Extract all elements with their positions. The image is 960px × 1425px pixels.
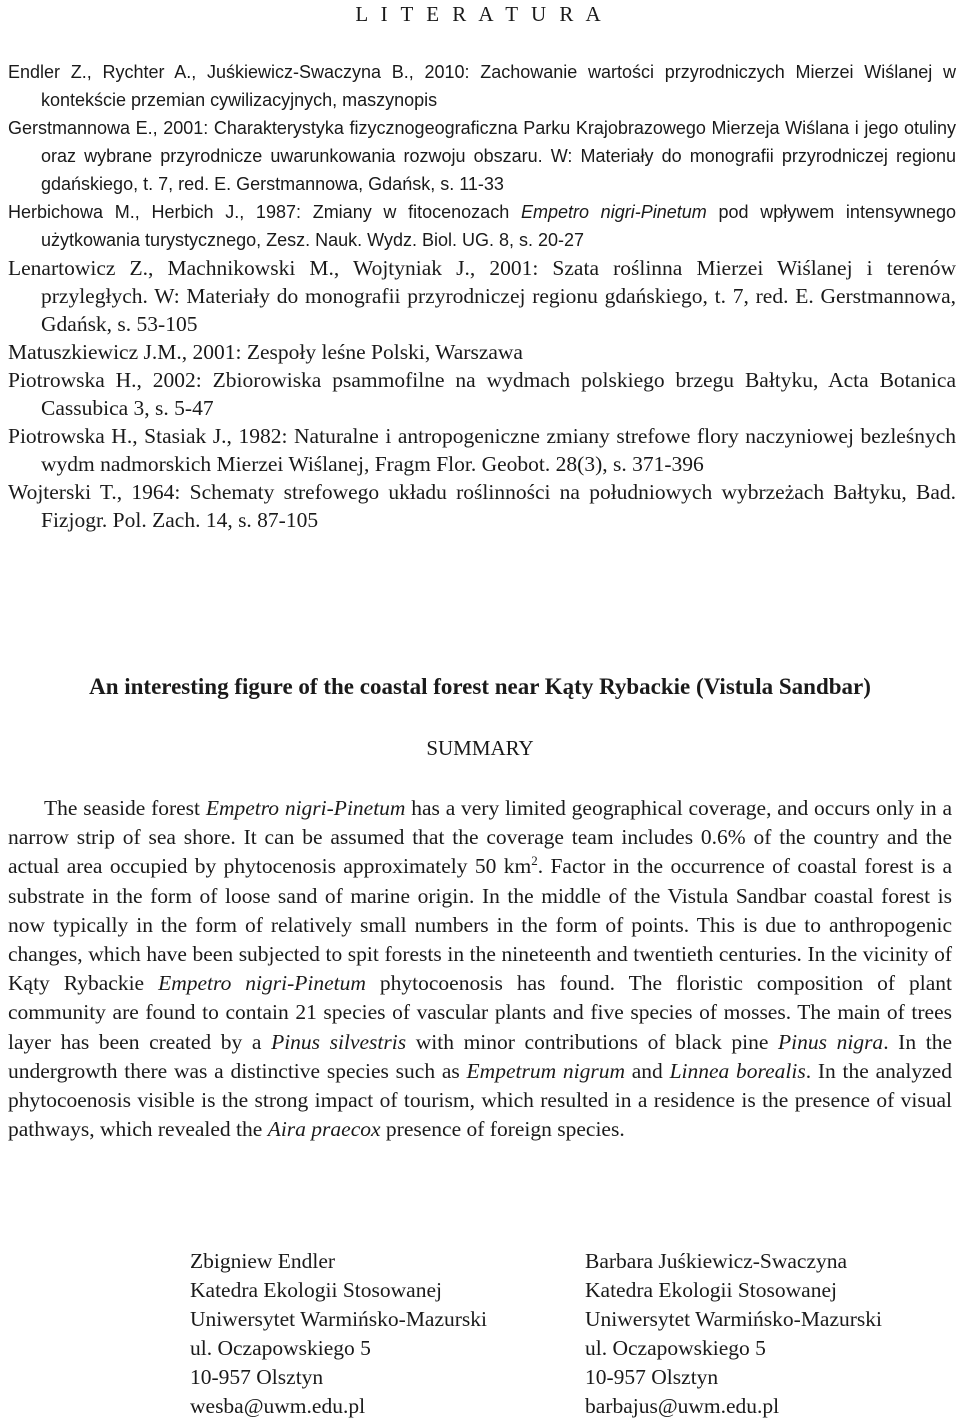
species-name: Aira praecox <box>267 1117 381 1142</box>
reference-entry <box>8 422 956 478</box>
summary-text-run: with minor contributions of black pine <box>406 1029 778 1054</box>
reference-entry <box>8 478 956 534</box>
species-name: Empetro nigri-Pinetum <box>205 796 406 820</box>
reference-text-run: Piotrowska H., Stasiak J., 1982: Naturalne i antropogeniczne zmiany strefowe flory naczyniowej bezleśnych wydm nadmorskich Mierzei Wiślanej, Fragm Flor. Geobot. 28(3), s. 371-396 <box>8 424 956 476</box>
author-department: Katedra Ekologii Stosowanej <box>585 1278 837 1302</box>
author-city: 10-957 Olsztyn <box>585 1365 719 1389</box>
summary-text-run: . In the undergrowth there was a distinctive species such as <box>8 1029 952 1083</box>
reference-entry <box>8 198 956 254</box>
reference-entry <box>8 58 956 114</box>
author-email[interactable]: wesba@uwm.edu.pl <box>190 1394 366 1418</box>
author-block-endler <box>190 1247 487 1421</box>
author-university: Uniwersytet Warmińsko-Mazurski <box>190 1307 488 1331</box>
summary-text-run: has a very limited geographical coverage, and occurs only in a narrow strip of sea shore. It can be assumed that the coverage team includes 0.6% of the country and the actual area occupied by phytocenosis approximately 50 km <box>8 796 952 879</box>
summary-paragraph <box>8 794 952 1144</box>
species-name: Linnea borealis <box>669 1058 806 1083</box>
author-department: Katedra Ekologii Stosowanej <box>190 1278 442 1302</box>
reference-entry <box>8 338 956 366</box>
reference-text-run: Matuszkiewicz J.M., 2001: Zespoły leśne Polski, Warszawa <box>8 340 523 364</box>
literature-heading: L I T E R A T U R A <box>355 2 605 26</box>
reference-entry <box>8 366 956 422</box>
species-name: Empetrum nigrum <box>466 1058 625 1083</box>
summary-heading: SUMMARY <box>426 736 534 760</box>
reference-text-run: Herbichowa M., Herbich J., 1987: Zmiany w fitocenozach <box>8 202 521 222</box>
summary-text-run: phytocoenosis has found. The floristic composition of plant community are found to contain 21 species of vascular plants and five species of mosses. The main of trees layer has been created by a <box>8 971 953 1054</box>
summary-text-run: presence of foreign species. <box>380 1117 625 1142</box>
species-name: Pinus silvestris <box>271 1029 407 1054</box>
reference-text-run: pod wpływem intensywnego użytkowania turystycznego, Zesz. Nauk. Wydz. Biol. UG. 8, s. 20-27 <box>41 202 957 250</box>
summary-text-run: The seaside forest <box>44 796 206 820</box>
summary-text-run: . In the analyzed phytocoenosis visible is the strong impact of tourism, which resulted in a residence is the presence of visual pathways, which revealed the <box>8 1058 952 1142</box>
species-name: Pinus nigra <box>778 1029 884 1054</box>
reference-entry <box>8 114 956 198</box>
author-block-juskiewicz-swaczyna <box>585 1247 882 1421</box>
author-name: Zbigniew Endler <box>190 1249 336 1273</box>
species-name: Empetro nigri-Pinetum <box>158 971 366 996</box>
reference-text-run: Wojterski T., 1964: Schematy strefowego układu roślinności na południowych wybrzeżach Bałtyku, Bad. Fizjogr. Pol. Zach. 14, s. 87-105 <box>8 480 956 532</box>
reference-text-run: Lenartowicz Z., Machnikowski M., Wojtyniak J., 2001: Szata roślinna Mierzei Wiślanej i terenów przyległych. W: Materiały do monografii przyrodniczej regionu gdańskiego, t. 7, red. E. Gerstmannowa, Gdańsk, s. 53-105 <box>8 256 956 336</box>
summary-text-run: . Factor in the occurrence of coastal forest is a substrate in the form of loose sand of marine origin. In the middle of the Vistula Sandbar coastal forest is now typically in the form of relatively small numbers in the form of points. This is due to anthropogenic changes, which have been subjected to spit forests in the nineteenth and twentieth centuries. In the vicinity of Kąty Rybackie <box>8 854 953 996</box>
reference-text-run: Gerstmannowa E., 2001: Charakterystyka fizycznogeograficzna Parku Krajobrazowego Mierzeja Wiślana i jego otuliny oraz wybrane przyrodnicze uwarunkowania rozwoju obszaru. W: Materiały do monografii przyrodniczej regionu gdańskiego, t. 7, red. E. Gerstmannowa, Gdańsk, s. 11-33 <box>8 118 956 194</box>
reference-text-run: Piotrowska H., 2002: Zbiorowiska psammofilne na wydmach polskiego brzegu Bałtyku, Acta Botanica Cassubica 3, s. 5-47 <box>8 368 956 420</box>
summary-text-run: and <box>624 1058 670 1083</box>
author-city: 10-957 Olsztyn <box>190 1365 324 1389</box>
author-name: Barbara Juśkiewicz-Swaczyna <box>585 1249 848 1273</box>
reference-list <box>8 58 956 534</box>
author-street: ul. Oczapowskiego 5 <box>190 1336 371 1360</box>
author-email[interactable]: barbajus@uwm.edu.pl <box>585 1394 780 1418</box>
reference-text-run: Endler Z., Rychter A., Juśkiewicz-Swaczyna B., 2010: Zachowanie wartości przyrodniczych Mierzei Wiślanej w kontekście przemian cywilizacyjnych, maszynopis <box>8 62 956 110</box>
reference-italic-run: Empetro nigri-Pinetum <box>520 202 707 222</box>
english-title: An interesting figure of the coastal forest near Kąty Rybackie (Vistula Sandbar) <box>89 674 871 699</box>
reference-entry <box>8 254 956 338</box>
author-street: ul. Oczapowskiego 5 <box>585 1336 766 1360</box>
superscript: 2 <box>531 853 538 869</box>
author-university: Uniwersytet Warmińsko-Mazurski <box>585 1307 883 1331</box>
